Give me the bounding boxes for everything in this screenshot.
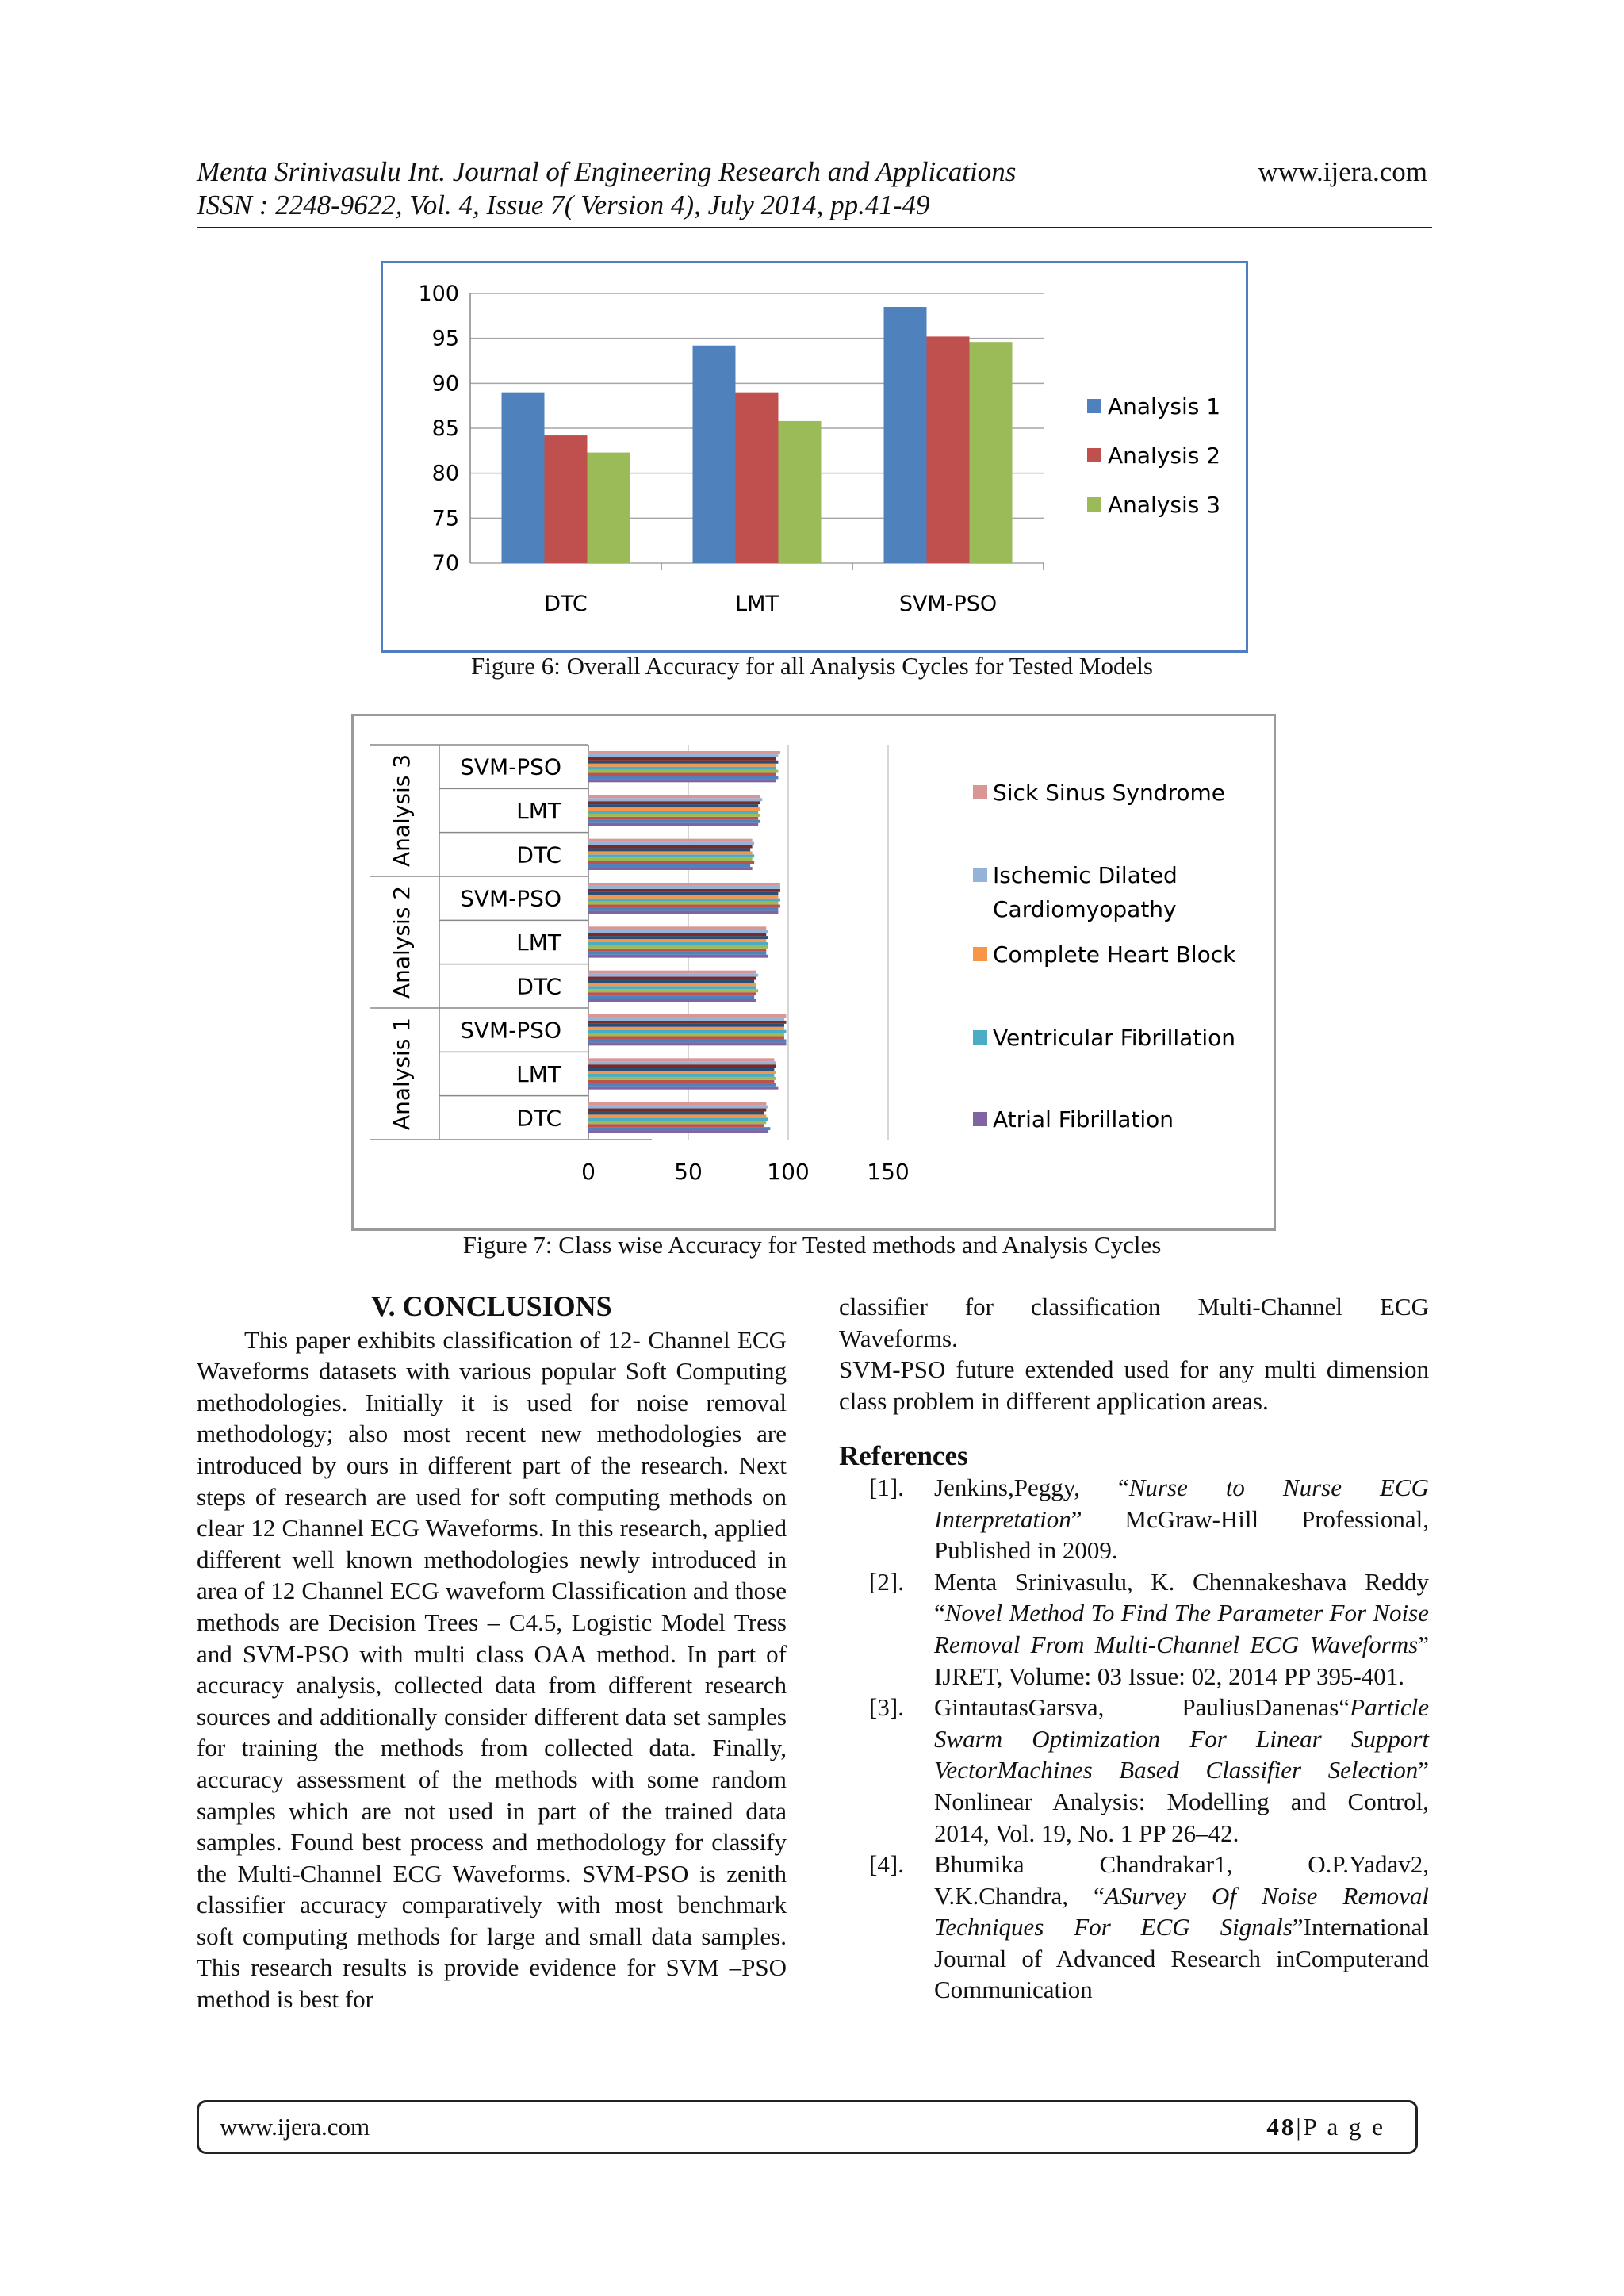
bar-svm-pso: [588, 886, 780, 889]
bar-dtc: [588, 1102, 766, 1106]
reference-title: Particle Swarm Optimization For Linear Support VectorMachines Based Classifier Selection: [934, 1693, 1429, 1784]
conclusions-title: V. CONCLUSIONS: [371, 1290, 612, 1322]
bar-svm-pso: [588, 889, 780, 892]
bar-lmt: [588, 1080, 774, 1083]
bar-dtc: [588, 845, 753, 849]
bar-dtc: [588, 979, 754, 983]
bar-svm-pso: [588, 902, 778, 905]
bar-dtc-analysis-3: [588, 453, 630, 563]
bar-lmt: [588, 1058, 774, 1061]
reference-text: [934, 1566, 1429, 1692]
bar-svm-pso: [588, 764, 776, 767]
reference-source: ”International Journal of Advanced Research inComputerand Communication: [934, 1913, 1429, 2004]
legend-swatch: [1087, 448, 1101, 462]
references-title: References: [839, 1440, 968, 1472]
bar-dtc: [588, 986, 756, 989]
reference-text: [934, 1472, 1429, 1566]
category-label: SVM-PSO: [460, 753, 561, 780]
bar-svm-pso: [588, 892, 778, 895]
bar-lmt-analysis-1: [693, 346, 736, 563]
bar-dtc: [588, 974, 758, 977]
group-label: Analysis 1: [389, 1017, 415, 1131]
legend-label: Ventricular Fibrillation: [993, 1025, 1235, 1051]
reference-number: [1].: [869, 1473, 904, 1501]
bar-svm-pso: [588, 895, 778, 899]
bar-lmt: [588, 801, 760, 804]
reference-authors: Jenkins,Peggy, “: [934, 1473, 1129, 1501]
footer-website[interactable]: www.ijera.com: [220, 2113, 370, 2141]
bar-svm-pso: [588, 907, 778, 910]
bar-lmt: [588, 820, 760, 823]
bar-svm-pso: [588, 761, 778, 764]
reference-number: [4].: [869, 1850, 904, 1879]
bar-dtc: [588, 1114, 766, 1117]
figure7-frame: [351, 714, 1276, 1231]
bar-svm-pso: [588, 1021, 786, 1024]
bar-lmt: [588, 933, 766, 936]
bar-svm-pso-analysis-3: [970, 342, 1013, 563]
bar-lmt: [588, 795, 760, 798]
legend-label: Analysis 2: [1108, 443, 1221, 469]
bar-svm-pso-analysis-2: [927, 336, 970, 563]
bar-lmt: [588, 955, 768, 958]
legend-label: Complete Heart Block: [993, 941, 1236, 968]
bar-lmt: [588, 798, 762, 801]
bar-lmt: [588, 1074, 774, 1077]
bar-dtc: [588, 971, 756, 974]
bar-lmt: [588, 804, 758, 807]
website-header[interactable]: www.ijera.com: [1258, 156, 1427, 187]
bar-dtc: [588, 1111, 764, 1114]
bar-dtc: [588, 851, 753, 854]
bar-lmt-analysis-3: [779, 421, 822, 563]
bar-svm-pso: [588, 899, 780, 902]
legend-label-cont: Cardiomyopathy: [993, 896, 1177, 922]
reference-source: ” McGraw-Hill Professional, Published in 2009.: [934, 1504, 1429, 1565]
bar-svm-pso: [588, 910, 778, 914]
bar-lmt: [588, 1068, 774, 1071]
figure6-chart: [383, 263, 1246, 650]
page-label: |P a g e: [1296, 2113, 1385, 2141]
reference-authors: Bhumika Chandrakar1, O.P.Yadav2, V.K.Chandra, “: [934, 1850, 1429, 1910]
bar-dtc: [588, 864, 750, 867]
future-work-text: SVM-PSO future extended used for any multi dimension class problem in different application areas.: [839, 1355, 1429, 1415]
category-label: LMT: [516, 1061, 561, 1087]
legend-swatch: [1087, 497, 1101, 512]
reference-text: [934, 1849, 1429, 2006]
page-number: 48: [1266, 2113, 1297, 2141]
category-label: DTC: [516, 973, 561, 1000]
reference-item: [839, 1692, 1429, 1849]
issn-line: ISSN : 2248-9622, Vol. 4, Issue 7( Version 4), July 2014, pp.41-49: [197, 190, 930, 220]
bar-svm-pso: [588, 1039, 786, 1042]
bar-dtc-analysis-1: [502, 393, 545, 563]
bar-dtc: [588, 842, 754, 845]
y-tick-label: 85: [431, 416, 459, 441]
bar-dtc: [588, 1109, 766, 1112]
bar-lmt: [588, 1064, 776, 1068]
bar-dtc: [588, 977, 756, 980]
y-tick-label: 100: [418, 282, 459, 306]
x-tick-label: DTC: [544, 592, 588, 616]
bar-svm-pso: [588, 770, 778, 773]
bar-lmt: [588, 939, 766, 942]
bar-lmt: [588, 942, 768, 945]
bar-lmt: [588, 945, 768, 949]
category-label: DTC: [516, 1105, 561, 1132]
bar-dtc: [588, 839, 753, 842]
legend-swatch: [1087, 399, 1101, 413]
bar-dtc: [588, 867, 753, 870]
reference-title: Nurse to Nurse ECG Interpretation: [934, 1473, 1429, 1533]
figure7-chart: [354, 716, 1274, 1228]
reference-authors: GintautasGarsva, PauliusDanenas“: [934, 1693, 1350, 1722]
bar-dtc: [588, 1127, 770, 1130]
bar-dtc: [588, 861, 754, 864]
bar-dtc: [588, 857, 753, 861]
reference-text: [934, 1692, 1429, 1849]
y-tick-label: 95: [431, 326, 459, 351]
conclusions-paragraph: This paper exhibits classification of 12- Channel ECG Waveforms datasets with various popular Soft Computing methodologies. Initially it is used for noise removal methodology; also most recent new methodologies are introduced by ours in different part of the research. Next steps of research are used for soft computing methods on clear 12 Channel ECG Waveforms. In this research, applied different well known methodologies newly introduced in area of 12 Channel ECG waveform Classification and those methods are Decision Trees – C4.5, Logistic Model Tress and SVM-PSO with multi class OAA method. In part of accuracy analysis, collected data from different research sources and additionally consider different data set samples for training the methods from collected data. Finally, accuracy assessment of the methods with some random samples which are not used in part of the trained data samples. Found best process and methodology for classify the Multi-Channel ECG Waveforms. SVM-PSO is zenith classifier accuracy comparatively with most benchmark soft computing methods for large and small data samples. This research results is provide evidence for SVM –PSO method is best for: [197, 1325, 787, 2014]
category-label: SVM-PSO: [460, 885, 561, 912]
journal-line: Menta Srinivasulu Int. Journal of Engineering Research and Applications: [197, 156, 1017, 187]
bar-svm-pso: [588, 773, 776, 776]
x-tick-label: SVM-PSO: [898, 592, 998, 616]
figure6-caption: Figure 6: Overall Accuracy for all Analysis Cycles for Tested Models: [471, 652, 1153, 680]
bar-lmt: [588, 814, 760, 817]
category-label: SVM-PSO: [460, 1017, 561, 1044]
bar-dtc-analysis-2: [545, 435, 588, 563]
reference-title: Novel Method To Find The Parameter For Noise Removal From Multi-Channel ECG Waveforms: [934, 1599, 1429, 1658]
reference-source: ” IJRET, Volume: 03 Issue: 02, 2014 PP 395-401.: [934, 1630, 1429, 1690]
bar-lmt: [588, 926, 766, 930]
bar-lmt: [588, 807, 760, 811]
y-tick-label: 80: [431, 461, 459, 486]
references-list: [839, 1472, 1429, 2006]
bar-svm-pso: [588, 1024, 784, 1027]
bar-lmt: [588, 930, 768, 933]
bar-lmt: [588, 936, 768, 939]
bar-lmt: [588, 817, 758, 820]
legend-label: Atrial Fibrillation: [993, 1106, 1174, 1133]
bar-dtc: [588, 848, 750, 851]
bar-lmt: [588, 952, 766, 955]
bar-dtc: [588, 1121, 766, 1124]
bar-svm-pso: [588, 779, 776, 782]
bar-svm-pso: [588, 883, 780, 886]
bar-svm-pso: [588, 767, 776, 770]
bar-dtc: [588, 995, 754, 999]
reference-item: [839, 1849, 1429, 2006]
bar-dtc: [588, 854, 754, 857]
legend-label: Ischemic Dilated: [993, 862, 1178, 888]
figure6-frame: [381, 261, 1248, 653]
bar-svm-pso: [588, 1030, 786, 1033]
bar-svm-pso: [588, 754, 778, 757]
group-label: Analysis 2: [389, 885, 415, 999]
bar-svm-pso: [588, 751, 780, 754]
bar-svm-pso: [588, 1033, 784, 1037]
bar-lmt: [588, 811, 758, 814]
legend-label: Analysis 3: [1108, 492, 1221, 518]
bar-lmt: [588, 1077, 776, 1080]
x-tick-label: 100: [767, 1159, 810, 1185]
category-label: LMT: [516, 798, 561, 824]
x-tick-label: LMT: [735, 592, 779, 616]
x-tick-label: 0: [581, 1159, 596, 1185]
conclusions-section: [197, 1291, 787, 2015]
bar-dtc: [588, 999, 756, 1002]
bar-dtc: [588, 983, 756, 986]
legend-swatch: [973, 868, 987, 882]
reference-authors: Menta Srinivasulu, K. Chennakeshava Reddy “: [934, 1567, 1429, 1627]
legend-label: Analysis 1: [1108, 393, 1221, 420]
bar-lmt: [588, 1061, 776, 1064]
bar-lmt: [588, 1071, 776, 1074]
legend-swatch: [973, 947, 987, 961]
bar-lmt: [588, 1087, 778, 1090]
bar-svm-pso: [588, 1027, 784, 1030]
bar-lmt: [588, 823, 758, 826]
legend-swatch: [973, 785, 987, 799]
bar-lmt: [588, 1083, 776, 1087]
y-tick-label: 70: [431, 551, 459, 576]
bar-svm-pso: [588, 757, 776, 761]
bar-svm-pso: [588, 905, 780, 908]
bar-lmt-analysis-2: [736, 393, 779, 563]
bar-lmt: [588, 949, 766, 952]
x-tick-label: 50: [674, 1159, 703, 1185]
bar-dtc: [588, 989, 758, 992]
legend-label: Sick Sinus Syndrome: [993, 780, 1225, 806]
bar-dtc: [588, 992, 756, 995]
reference-number: [3].: [869, 1693, 904, 1722]
footer-page: [1266, 2102, 1385, 2152]
bar-svm-pso: [588, 1042, 786, 1045]
category-label: LMT: [516, 930, 561, 956]
header-rule: [197, 227, 1432, 228]
bar-svm-pso: [588, 776, 778, 779]
legend-swatch: [973, 1112, 987, 1126]
legend-swatch: [973, 1030, 987, 1045]
bar-svm-pso-analysis-1: [884, 307, 927, 563]
reference-source: ” Nonlinear Analysis: Modelling and Control, 2014, Vol. 19, No. 1 PP 26–42.: [934, 1756, 1429, 1847]
reference-number: [2].: [869, 1567, 904, 1596]
bar-dtc: [588, 1106, 768, 1109]
figure7-caption: Figure 7: Class wise Accuracy for Tested methods and Analysis Cycles: [462, 1231, 1162, 1259]
group-label: Analysis 3: [389, 753, 415, 868]
conclusions-continuation: classifier for classification Multi-Channel ECG Waveforms.: [839, 1293, 1429, 1352]
reference-item: [839, 1566, 1429, 1692]
category-label: DTC: [516, 841, 561, 868]
y-tick-label: 90: [431, 371, 459, 397]
bar-dtc: [588, 1130, 768, 1133]
page-footer: [197, 2100, 1418, 2154]
bar-dtc: [588, 1124, 764, 1127]
bar-dtc: [588, 1117, 768, 1121]
y-tick-label: 75: [431, 506, 459, 531]
right-column: [839, 1291, 1429, 2006]
bar-svm-pso: [588, 1037, 784, 1040]
x-tick-label: 150: [867, 1159, 910, 1185]
reference-item: [839, 1472, 1429, 1566]
reference-title: ASurvey Of Noise Removal Techniques For ECG Signals: [934, 1881, 1429, 1941]
bar-svm-pso: [588, 1014, 786, 1018]
bar-svm-pso: [588, 1018, 784, 1021]
